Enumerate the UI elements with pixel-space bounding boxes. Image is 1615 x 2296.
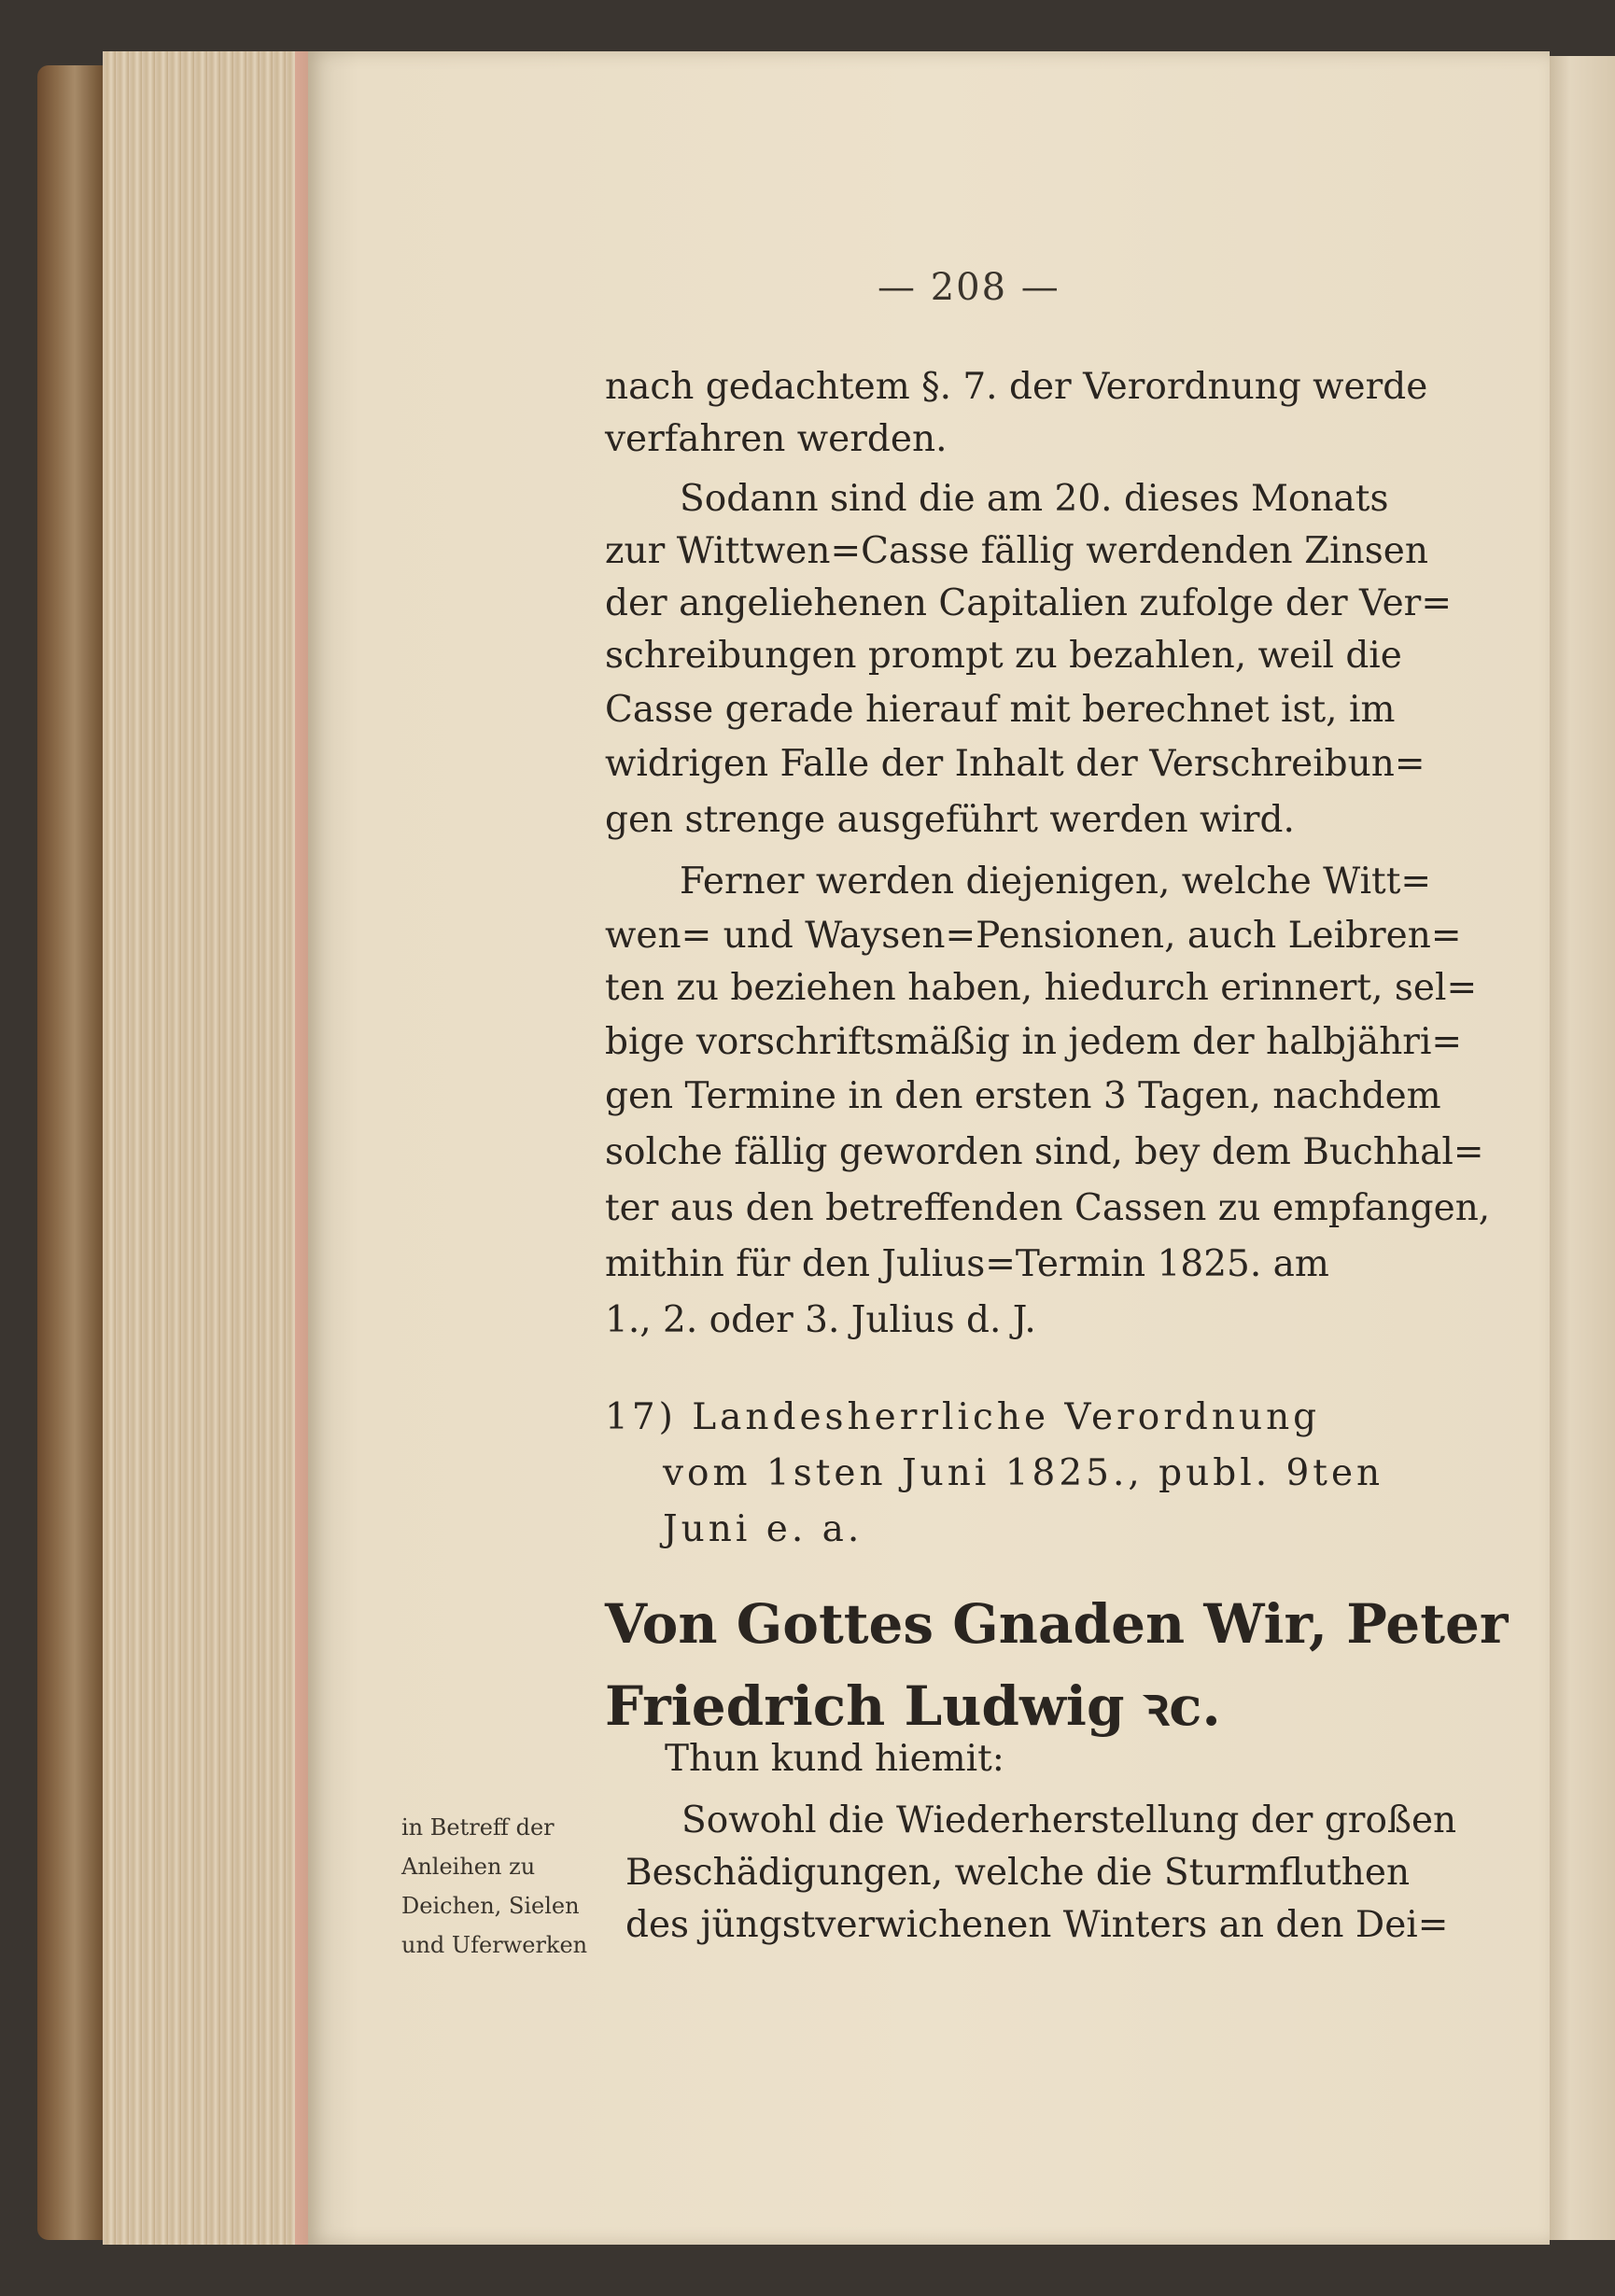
decree-body-line: Beschädigungen, welche die Sturmfluthen bbox=[625, 1852, 1411, 1894]
body-line: gen strenge ausgeführt werden wird. bbox=[605, 799, 1295, 841]
body-line: 1., 2. oder 3. Julius d. J. bbox=[605, 1299, 1036, 1341]
body-line: gen Termine in den ersten 3 Tagen, nachdem bbox=[605, 1075, 1441, 1117]
body-line: nach gedachtem §. 7. der Verordnung werde bbox=[605, 366, 1428, 408]
margin-note-line: in Betreff der bbox=[401, 1814, 555, 1841]
body-line: widrigen Falle der Inhalt der Verschreibun= bbox=[605, 743, 1425, 785]
decree-opening: Thun kund hiemit: bbox=[665, 1738, 1004, 1780]
body-line: ter aus den betreffenden Cassen zu empfangen, bbox=[605, 1187, 1491, 1229]
body-line: ten zu beziehen haben, hiedurch erinnert, sel= bbox=[605, 967, 1478, 1009]
body-line: Casse gerade hierauf mit berechnet ist, im bbox=[605, 689, 1396, 731]
body-line: verfahren werden. bbox=[605, 418, 948, 460]
page-number: — 208 — bbox=[878, 266, 1060, 309]
book-binding bbox=[37, 65, 112, 2240]
page-edges bbox=[103, 51, 317, 2245]
body-line: wen= und Waysen=Pensionen, auch Leibren= bbox=[605, 915, 1462, 957]
body-line: schreibungen prompt zu bezahlen, weil die bbox=[605, 635, 1402, 677]
decree-body-line: des jüngstverwichenen Winters an den Dei= bbox=[625, 1904, 1449, 1946]
margin-note-line: Anleihen zu bbox=[401, 1854, 536, 1880]
body-line: Ferner werden diejenigen, welche Witt= bbox=[680, 861, 1432, 903]
facing-page-edge bbox=[1540, 56, 1615, 2240]
decree-heading-line: Friedrich Ludwig ꝛc. bbox=[605, 1674, 1221, 1738]
decree-body-line: Sowohl die Wiederherstellung der großen bbox=[681, 1799, 1457, 1841]
body-line: der angeliehenen Capitalien zufolge der Ver= bbox=[605, 582, 1452, 624]
section-title-line: vom 1sten Juni 1825., publ. 9ten bbox=[663, 1452, 1384, 1494]
body-line: Sodann sind die am 20. dieses Monats bbox=[680, 478, 1389, 520]
body-line: mithin für den Julius=Termin 1825. am bbox=[605, 1243, 1329, 1285]
section-title-line: 17) Landesherrliche Verordnung bbox=[605, 1396, 1321, 1438]
margin-note-line: Deichen, Sielen bbox=[401, 1893, 580, 1919]
section-title-line: Juni e. a. bbox=[663, 1508, 864, 1550]
body-line: solche fällig geworden sind, bey dem Buchhal= bbox=[605, 1131, 1484, 1173]
decree-heading-line: Von Gottes Gnaden Wir, Peter bbox=[605, 1592, 1509, 1656]
margin-note-line: und Uferwerken bbox=[401, 1932, 588, 1958]
body-line: bige vorschriftsmäßig in jedem der halbjähri= bbox=[605, 1021, 1463, 1063]
body-line: zur Wittwen=Casse fällig werdenden Zinsen bbox=[605, 530, 1428, 572]
